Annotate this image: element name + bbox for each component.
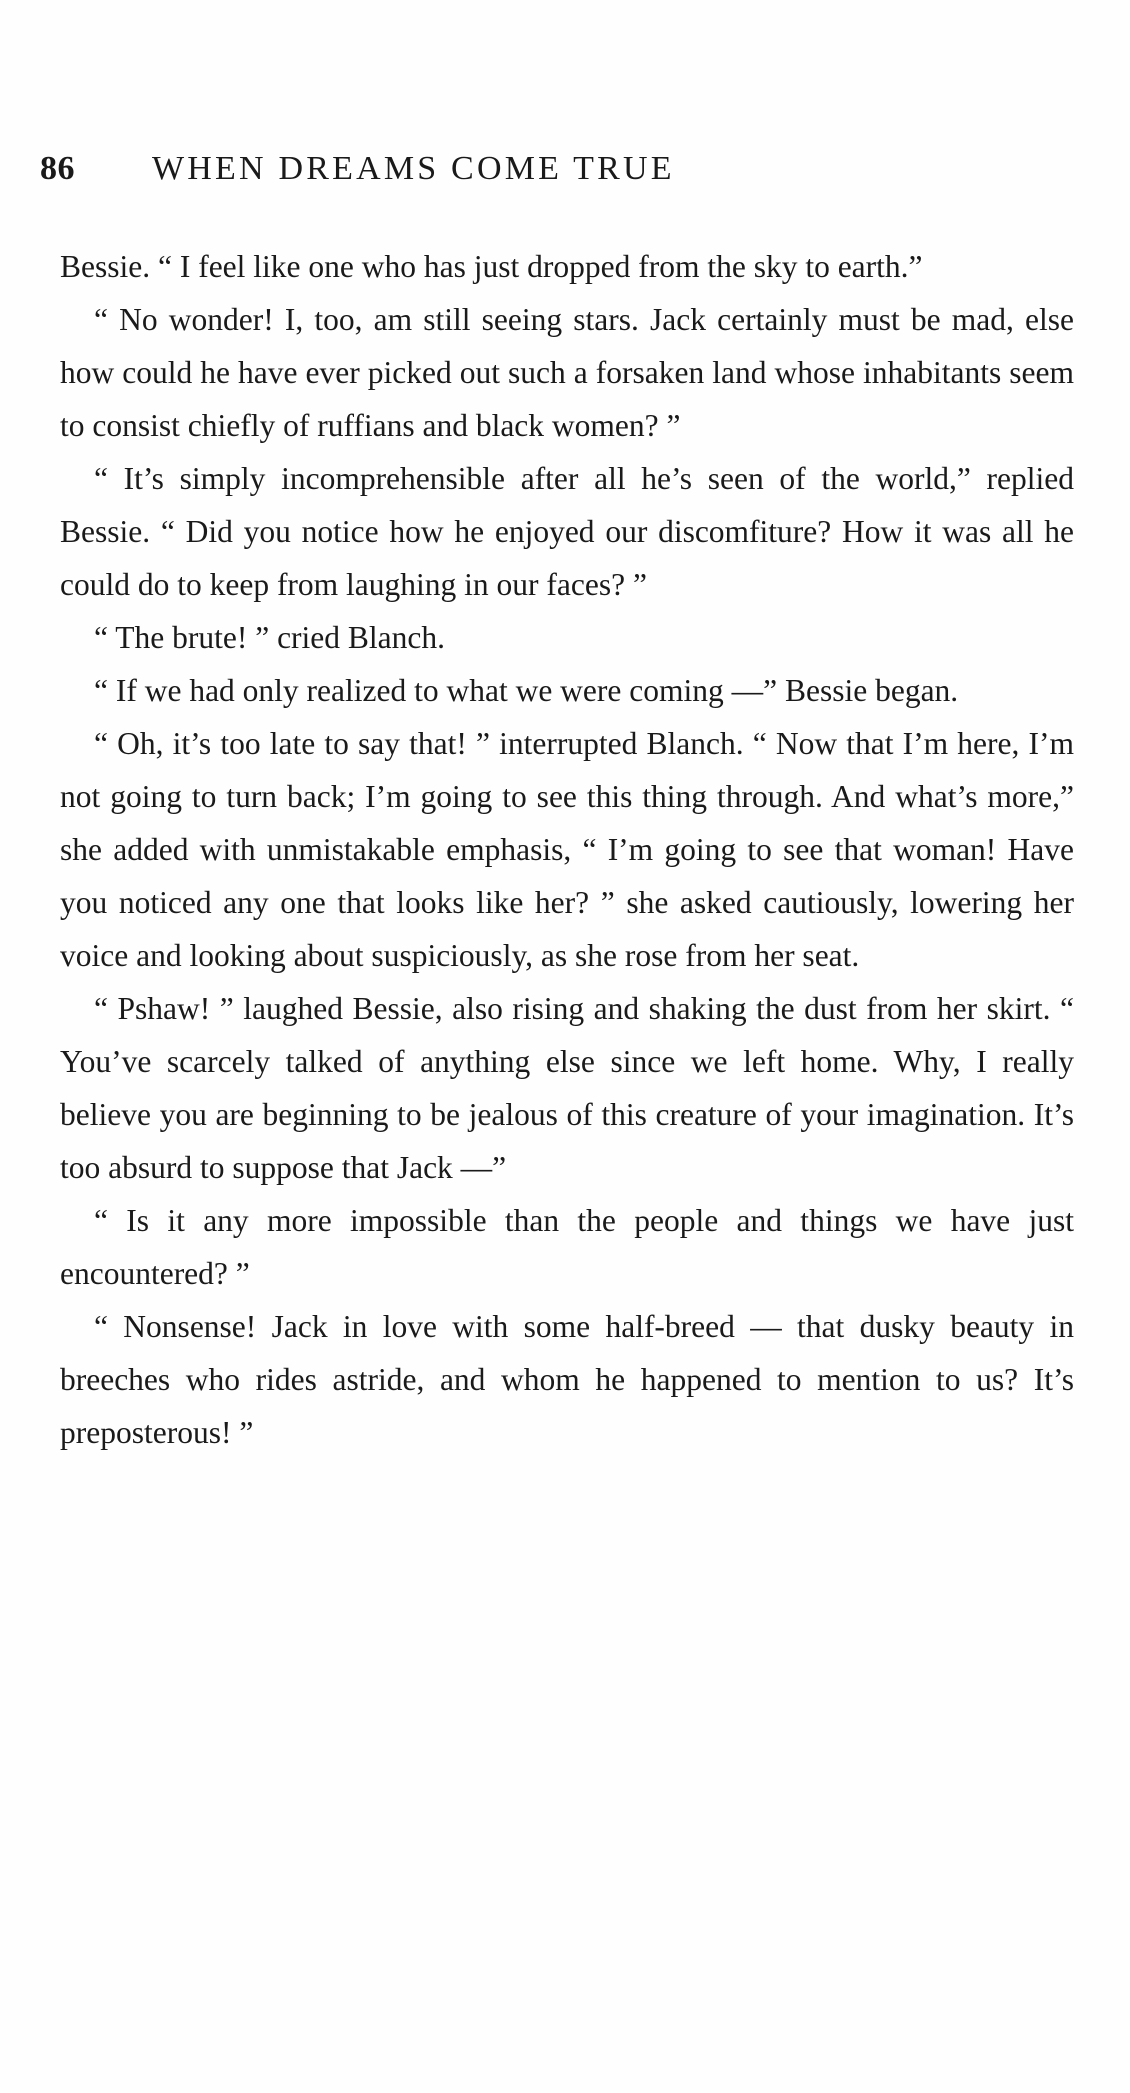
paragraph: Bessie. “ I feel like one who has just dropped from the sky to earth.” xyxy=(60,249,923,284)
paragraph: “ The brute! ” cried Blanch. xyxy=(94,620,446,655)
paragraph: “ No wonder! I, too, am still seeing stars. Jack certainly must be mad, else how could he have ever picked out such a forsaken land whose inhabitants seem to consist chiefly of ruffians and black women? ” xyxy=(60,302,1074,443)
running-head: WHEN DREAMS COME TRUE xyxy=(152,150,675,187)
paragraph: “ Oh, it’s too late to say that! ” interrupted Blanch. “ Now that I’m here, I’m not going to turn back; I’m going to see this thing through. And what’s more,” she added with unmistakable emphasis, “ I’m going to see that woman! Have you noticed any one that looks like her? ” she asked cautiously, lowering her voice and looking about suspiciously, as she rose from her seat. xyxy=(60,726,1074,973)
paragraph: “ Pshaw! ” laughed Bessie, also rising and shaking the dust from her skirt. “ You’ve scarcely talked of anything else since we left home. Why, I really believe you are beginning to be jealous of this creature of your imagination. It’s too absurd to suppose that Jack —” xyxy=(60,991,1074,1185)
paragraph: “ It’s simply incomprehensible after all he’s seen of the world,” replied Bessie. “ Did you notice how he enjoyed our discomfiture? How it was all he could do to keep from laughing in our faces? ” xyxy=(60,461,1074,602)
page-number: 86 xyxy=(40,150,75,187)
page-header xyxy=(32,150,1098,188)
paragraph: “ If we had only realized to what we were coming —” Bessie began. xyxy=(94,673,959,708)
body-text xyxy=(32,240,1098,1459)
paragraph: “ Is it any more impossible than the people and things we have just encountered? ” xyxy=(60,1203,1074,1291)
paragraph: “ Nonsense! Jack in love with some half-breed — that dusky beauty in breeches who rides astride, and whom he happened to mention to us? It’s preposterous! ” xyxy=(60,1309,1074,1450)
page-content xyxy=(32,150,1098,1459)
